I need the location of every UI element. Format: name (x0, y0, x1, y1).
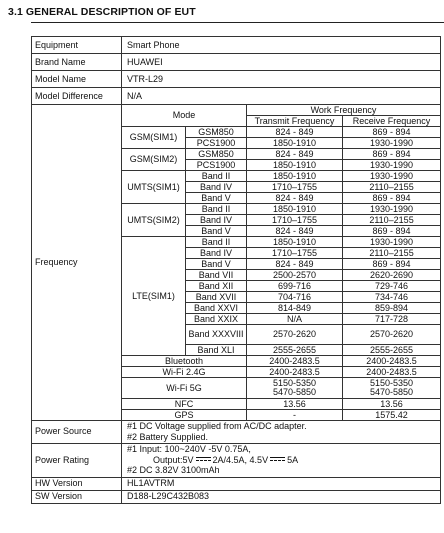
transmit-frequency-header: Transmit Frequency (247, 116, 343, 127)
receive-frequency: 734-746 (343, 292, 441, 303)
frequency-header-row (32, 105, 441, 116)
transmit-frequency: 2555-2655 (247, 345, 343, 356)
receive-frequency: 869 - 894 (343, 193, 441, 204)
row-power-source (32, 421, 441, 444)
receive-frequency: 2555-2655 (343, 345, 441, 356)
receive-frequency: 2110–2155 (343, 182, 441, 193)
band-name: Band II (186, 171, 247, 182)
equipment-value: Smart Phone (122, 37, 441, 54)
band-name: Band II (186, 237, 247, 248)
frequency-value: 5470-5850 (272, 387, 317, 397)
transmit-frequency: 1710–1755 (247, 248, 343, 259)
transmit-frequency: 1710–1755 (247, 182, 343, 193)
row-power-rating (32, 443, 441, 477)
receive-frequency: 2110–2155 (343, 248, 441, 259)
mode-group-label: UMTS(SIM1) (122, 171, 186, 204)
receive-frequency (343, 378, 441, 399)
transmit-frequency: 814-849 (247, 303, 343, 314)
transmit-frequency: 699-716 (247, 281, 343, 292)
sw-version-label: SW Version (32, 490, 122, 503)
receive-frequency: 717-728 (343, 314, 441, 325)
row-sw-version (32, 490, 441, 503)
band-name: Band XVII (186, 292, 247, 303)
band-name: Band IV (186, 182, 247, 193)
sw-version-value: D188-L29C432B083 (122, 490, 441, 503)
receive-frequency: 729-746 (343, 281, 441, 292)
band-name: PCS1900 (186, 138, 247, 149)
transmit-frequency: 2400-2483.5 (247, 367, 343, 378)
receive-frequency: 1930-1990 (343, 160, 441, 171)
hw-version-label: HW Version (32, 477, 122, 490)
mode-group-label: GSM(SIM2) (122, 149, 186, 171)
power-rating-line-3: #2 DC 3.82V 3100mAh (127, 465, 220, 476)
band-name: Band XXVI (186, 303, 247, 314)
transmit-frequency: N/A (247, 314, 343, 325)
band-name: Band V (186, 226, 247, 237)
receive-frequency: 1930-1990 (343, 138, 441, 149)
band-name: Band II (186, 204, 247, 215)
output-text-c: 5A (287, 454, 299, 465)
transmit-frequency: 2570-2620 (247, 325, 343, 345)
power-rating-label: Power Rating (32, 443, 122, 477)
transmit-frequency: 1850-1910 (247, 138, 343, 149)
band-name: Band XLI (186, 345, 247, 356)
frequency-label: Frequency (32, 105, 122, 421)
dc-symbol-icon (270, 457, 285, 463)
transmit-frequency: 1850-1910 (247, 160, 343, 171)
radio-name: GPS (122, 410, 247, 421)
frequency-value: 5150-5350 (272, 378, 317, 388)
radio-name: Bluetooth (122, 356, 247, 367)
receive-frequency: 1575.42 (343, 410, 441, 421)
model-difference-value: N/A (122, 88, 441, 105)
transmit-frequency: 824 - 849 (247, 149, 343, 160)
receive-frequency: 2110–2155 (343, 215, 441, 226)
power-source-label: Power Source (32, 421, 122, 444)
transmit-frequency: 704-716 (247, 292, 343, 303)
receive-frequency: 859-894 (343, 303, 441, 314)
receive-frequency: 869 - 894 (343, 127, 441, 138)
band-name: Band VII (186, 270, 247, 281)
transmit-frequency (247, 378, 343, 399)
row-hw-version (32, 477, 441, 490)
model-difference-label: Model Difference (32, 88, 122, 105)
transmit-frequency: 13.56 (247, 399, 343, 410)
receive-frequency: 1930-1990 (343, 237, 441, 248)
model-label: Model Name (32, 71, 122, 88)
receive-frequency: 869 - 894 (343, 226, 441, 237)
row-model (32, 71, 441, 88)
band-name: Band IV (186, 215, 247, 226)
mode-group-label: UMTS(SIM2) (122, 204, 186, 237)
band-name: Band XII (186, 281, 247, 292)
receive-frequency: 2570-2620 (343, 325, 441, 345)
mode-group-label: LTE(SIM1) (122, 237, 186, 356)
mode-group-label: GSM(SIM1) (122, 127, 186, 149)
frequency-value: 5150-5350 (369, 378, 414, 388)
dc-symbol-icon (196, 457, 211, 463)
brand-value: HUAWEI (122, 54, 441, 71)
power-rating-line-1: #1 Input: 100~240V -5V 0.75A, (127, 443, 251, 454)
transmit-frequency: 824 - 849 (247, 226, 343, 237)
equipment-label: Equipment (32, 37, 122, 54)
output-text-a: Output:5V (153, 454, 194, 465)
band-name: Band XXIX (186, 314, 247, 325)
receive-frequency: 1930-1990 (343, 171, 441, 182)
radio-name: NFC (122, 399, 247, 410)
receive-frequency: 2620-2690 (343, 270, 441, 281)
transmit-frequency: 1850-1910 (247, 171, 343, 182)
band-name: Band XXXVIII (186, 325, 247, 345)
power-source-line-2: #2 Battery Supplied. (127, 431, 209, 442)
receive-frequency: 2400-2483.5 (343, 356, 441, 367)
receive-frequency: 1930-1990 (343, 204, 441, 215)
transmit-frequency: 824 - 849 (247, 259, 343, 270)
brand-label: Brand Name (32, 54, 122, 71)
transmit-frequency: 1850-1910 (247, 237, 343, 248)
receive-frequency: 869 - 894 (343, 149, 441, 160)
row-equipment (32, 37, 441, 54)
radio-name: Wi-Fi 2.4G (122, 367, 247, 378)
output-text-b: 2A/4.5A, 4.5V (212, 454, 269, 465)
hw-version-value: HL1AVTRM (122, 477, 441, 490)
band-name: Band IV (186, 248, 247, 259)
radio-name: Wi-Fi 5G (122, 378, 247, 399)
power-source-value (122, 421, 441, 444)
transmit-frequency: 824 - 849 (247, 127, 343, 138)
band-name: GSM850 (186, 149, 247, 160)
receive-frequency: 869 - 894 (343, 259, 441, 270)
model-value: VTR-L29 (122, 71, 441, 88)
row-model-difference (32, 88, 441, 105)
section-heading: 3.1 GENERAL DESCRIPTION OF EUT (8, 6, 196, 18)
band-name: GSM850 (186, 127, 247, 138)
power-rating-value (122, 443, 441, 477)
heading-divider (31, 22, 444, 23)
transmit-frequency: 1710–1755 (247, 215, 343, 226)
transmit-frequency: 2400-2483.5 (247, 356, 343, 367)
transmit-frequency: 824 - 849 (247, 193, 343, 204)
row-brand (32, 54, 441, 71)
receive-frequency: 2400-2483.5 (343, 367, 441, 378)
transmit-frequency: 1850-1910 (247, 204, 343, 215)
transmit-frequency: - (247, 410, 343, 421)
frequency-value: 5470-5850 (369, 387, 414, 397)
power-source-line-1: #1 DC Voltage supplied from AC/DC adapter. (127, 421, 307, 431)
power-rating-output-line (127, 455, 440, 466)
transmit-frequency: 2500-2570 (247, 270, 343, 281)
eut-description-table (31, 36, 441, 504)
band-name: Band V (186, 259, 247, 270)
band-name: Band V (186, 193, 247, 204)
receive-frequency: 13.56 (343, 399, 441, 410)
band-name: PCS1900 (186, 160, 247, 171)
receive-frequency-header: Receive Frequency (343, 116, 441, 127)
work-frequency-header: Work Frequency (247, 105, 441, 116)
mode-header: Mode (122, 105, 247, 127)
